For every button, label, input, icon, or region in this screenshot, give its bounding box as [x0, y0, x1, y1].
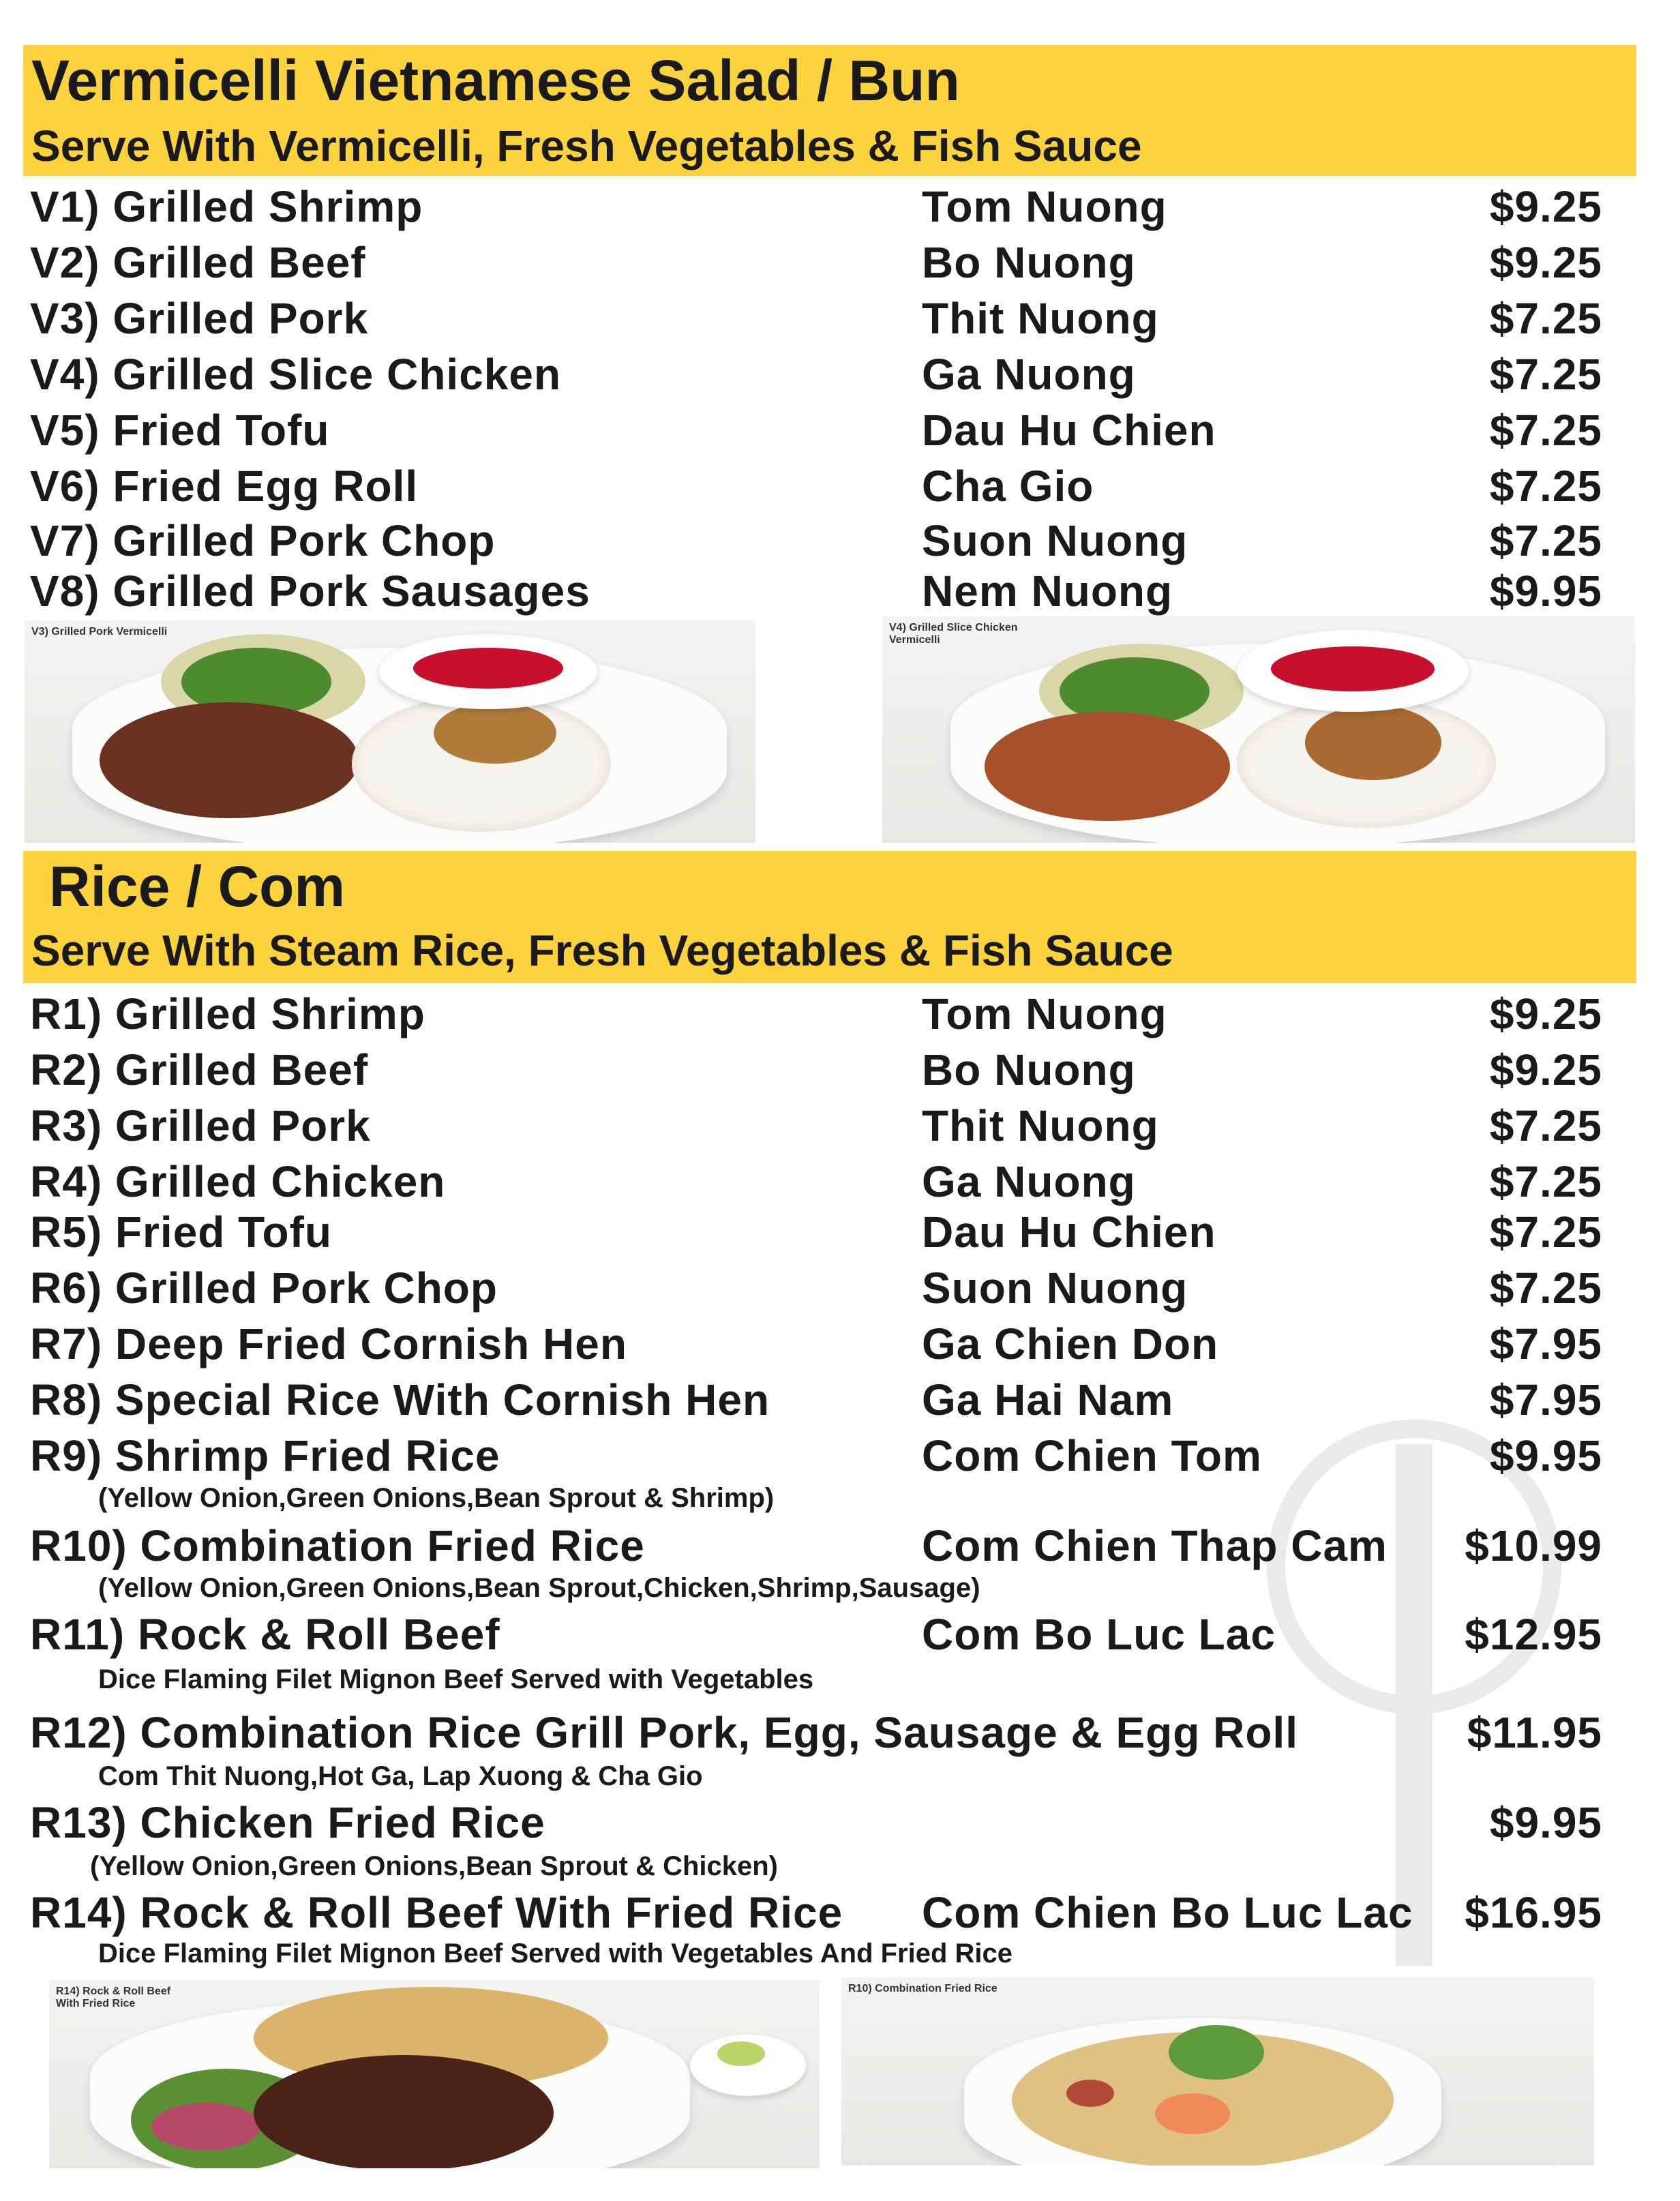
- item-name: R4) Grilled Chicken: [30, 1157, 446, 1206]
- item-description: Dice Flaming Filet Mignon Beef Served with Vegetables And Fried Rice: [98, 1938, 1013, 1968]
- red-onion: [151, 2103, 260, 2151]
- combination-fried-rice-photo: [841, 1977, 1594, 2166]
- menu-item: [0, 563, 1680, 619]
- shrimp: [1155, 2093, 1230, 2134]
- item-vietnamese-name: Suon Nuong: [922, 516, 1188, 565]
- menu-item: [0, 1260, 1680, 1316]
- item-price: $7.25: [1489, 1157, 1602, 1206]
- grilled-pork: [100, 702, 359, 818]
- item-name: V6) Fried Egg Roll: [30, 462, 419, 511]
- vermicelli-section-subtitle: Serve With Vermicelli, Fresh Vegetables & Fish Sauce: [31, 121, 1142, 170]
- item-name: V2) Grilled Beef: [30, 238, 366, 287]
- item-name: R8) Special Rice With Cornish Hen: [30, 1375, 770, 1424]
- item-vietnamese-name: Ga Hai Nam: [922, 1375, 1174, 1424]
- peanut-topping: [434, 702, 556, 764]
- item-name: V7) Grilled Pork Chop: [30, 516, 496, 565]
- rice-section-subtitle: Serve With Steam Rice, Fresh Vegetables & Fish Sauce: [31, 926, 1173, 975]
- item-price: $7.25: [1489, 1208, 1602, 1257]
- menu-item: [0, 1098, 1680, 1154]
- rice-section-title: Rice / Com: [49, 854, 346, 918]
- diced-beef: [254, 2055, 554, 2168]
- photo-caption: V4) Grilled Slice Chicken Vermicelli: [889, 622, 1018, 646]
- menu-item: [0, 1042, 1680, 1098]
- item-name: V5) Fried Tofu: [30, 406, 330, 455]
- item-price: $16.95: [1465, 1888, 1602, 1937]
- item-vietnamese-name: Com Chien Bo Luc Lac: [922, 1888, 1413, 1937]
- chili-sauce: [1271, 646, 1435, 691]
- item-price: $10.99: [1465, 1521, 1602, 1570]
- item-price: $7.25: [1489, 294, 1602, 343]
- menu-item: [0, 1154, 1680, 1210]
- item-price: $9.25: [1489, 1045, 1602, 1094]
- item-name: V8) Grilled Pork Sausages: [30, 567, 590, 616]
- item-price: $9.95: [1489, 1798, 1602, 1847]
- item-vietnamese-name: Com Bo Luc Lac: [922, 1610, 1276, 1659]
- item-price: $9.25: [1489, 182, 1602, 231]
- menu-item: [0, 513, 1680, 569]
- item-name: R12) Combination Rice Grill Pork, Egg, Sausage & Egg Roll: [30, 1708, 1298, 1757]
- item-name: R7) Deep Fried Cornish Hen: [30, 1319, 627, 1368]
- grilled-chicken-vermicelli-photo: [882, 616, 1635, 843]
- item-price: $9.95: [1489, 1431, 1602, 1480]
- item-name: V3) Grilled Pork: [30, 294, 369, 343]
- item-description: (Yellow Onion,Green Onions,Bean Sprout & Chicken): [90, 1851, 779, 1881]
- item-name: R3) Grilled Pork: [30, 1101, 371, 1150]
- item-description: Dice Flaming Filet Mignon Beef Served with Vegetables: [98, 1664, 814, 1694]
- item-name: R9) Shrimp Fried Rice: [30, 1431, 500, 1480]
- photo-caption: R14) Rock & Roll Beef With Fried Rice: [56, 1986, 171, 2009]
- item-vietnamese-name: Bo Nuong: [922, 1045, 1136, 1094]
- menu-item: [0, 402, 1680, 458]
- photo-caption: R10) Combination Fried Rice: [848, 1983, 997, 1994]
- item-price: $7.25: [1489, 516, 1602, 565]
- item-vietnamese-name: Com Chien Tom: [922, 1431, 1262, 1480]
- item-vietnamese-name: Thit Nuong: [922, 1101, 1159, 1150]
- item-price: $11.95: [1467, 1708, 1602, 1757]
- item-name: V1) Grilled Shrimp: [30, 182, 423, 231]
- item-price: $7.25: [1489, 1101, 1602, 1150]
- item-vietnamese-name: Bo Nuong: [922, 238, 1136, 287]
- grilled-chicken: [985, 712, 1230, 821]
- cilantro-garnish: [1169, 2025, 1264, 2080]
- item-price: $7.25: [1489, 406, 1602, 455]
- item-name: R11) Rock & Roll Beef: [30, 1610, 500, 1659]
- item-vietnamese-name: Thit Nuong: [922, 294, 1159, 343]
- item-description: Com Thit Nuong,Hot Ga, Lap Xuong & Cha Gio: [98, 1761, 703, 1791]
- menu-item: [0, 1316, 1680, 1372]
- item-vietnamese-name: Dau Hu Chien: [922, 406, 1216, 455]
- item-name: R14) Rock & Roll Beef With Fried Rice: [30, 1888, 843, 1937]
- item-name: R1) Grilled Shrimp: [30, 989, 425, 1038]
- item-name: V4) Grilled Slice Chicken: [30, 350, 562, 399]
- item-price: $9.95: [1489, 567, 1602, 616]
- vermicelli-section-title: Vermicelli Vietnamese Salad / Bun: [31, 48, 960, 113]
- fried-shallots: [1305, 705, 1441, 780]
- chili-sauce: [413, 648, 563, 689]
- item-vietnamese-name: Com Chien Thap Cam: [922, 1521, 1388, 1570]
- item-vietnamese-name: Cha Gio: [922, 462, 1094, 511]
- item-price: $7.25: [1489, 350, 1602, 399]
- menu-item: [0, 179, 1680, 235]
- item-name: R2) Grilled Beef: [30, 1045, 369, 1094]
- rock-and-roll-beef-fried-rice-photo: [49, 1980, 820, 2168]
- item-vietnamese-name: Tom Nuong: [922, 182, 1167, 231]
- fork-watermark-icon: [1250, 1383, 1578, 1996]
- item-description: (Yellow Onion,Green Onions,Bean Sprout,Chicken,Shrimp,Sausage): [98, 1573, 980, 1603]
- item-price: $9.25: [1489, 989, 1602, 1038]
- menu-item: [0, 986, 1680, 1042]
- item-vietnamese-name: Suon Nuong: [922, 1263, 1188, 1313]
- item-vietnamese-name: Ga Nuong: [922, 350, 1136, 399]
- lime-wedge: [717, 2041, 765, 2066]
- menu-item: [0, 458, 1680, 514]
- menu-item: [0, 290, 1680, 346]
- menu-item: [0, 346, 1680, 402]
- menu-item: [0, 235, 1680, 290]
- item-price: $9.25: [1489, 238, 1602, 287]
- item-description: (Yellow Onion,Green Onions,Bean Sprout & Shrimp): [98, 1483, 775, 1513]
- item-price: $7.25: [1489, 462, 1602, 511]
- item-name: R6) Grilled Pork Chop: [30, 1263, 498, 1313]
- item-name: R10) Combination Fried Rice: [30, 1521, 645, 1570]
- photo-caption: V3) Grilled Pork Vermicelli: [31, 626, 168, 638]
- item-name: R13) Chicken Fried Rice: [30, 1798, 545, 1847]
- item-vietnamese-name: Ga Chien Don: [922, 1319, 1219, 1368]
- item-vietnamese-name: Nem Nuong: [922, 567, 1173, 616]
- item-vietnamese-name: Tom Nuong: [922, 989, 1167, 1038]
- item-vietnamese-name: Dau Hu Chien: [922, 1208, 1216, 1257]
- item-price: $7.95: [1489, 1375, 1602, 1424]
- item-price: $7.25: [1489, 1263, 1602, 1313]
- item-price: $12.95: [1465, 1610, 1602, 1659]
- item-vietnamese-name: Ga Nuong: [922, 1157, 1136, 1206]
- grilled-pork-vermicelli-photo: [25, 620, 755, 843]
- item-name: R5) Fried Tofu: [30, 1208, 332, 1257]
- sausage: [1066, 2080, 1114, 2107]
- menu-item: [0, 1204, 1680, 1260]
- item-price: $7.95: [1489, 1319, 1602, 1368]
